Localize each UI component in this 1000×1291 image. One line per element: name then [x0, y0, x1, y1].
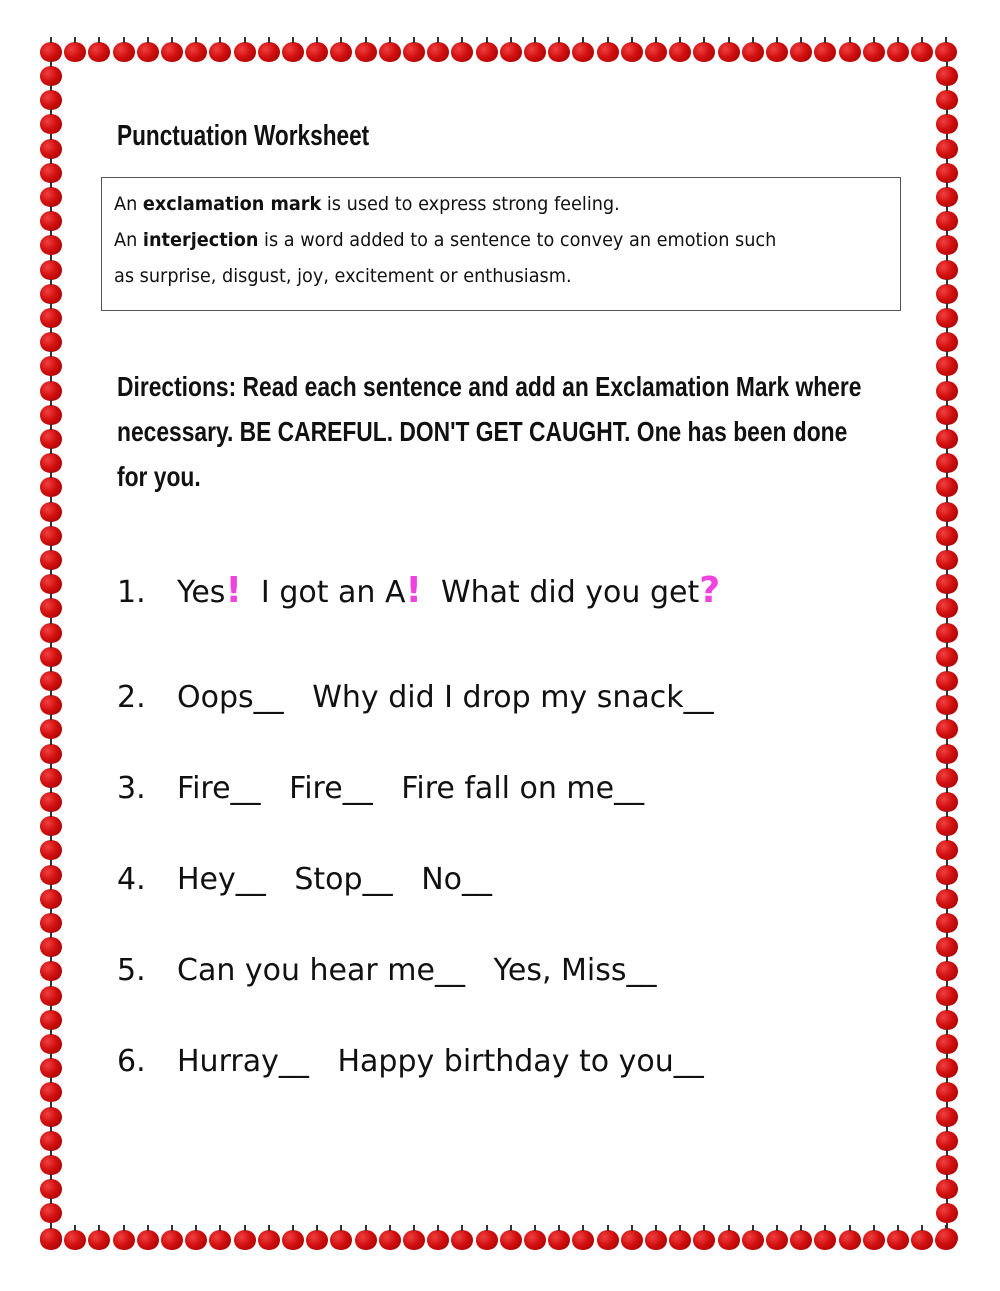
apple-icon	[40, 163, 62, 183]
apple-icon	[40, 187, 62, 207]
apple-icon	[40, 114, 62, 134]
apple-icon	[693, 42, 715, 62]
apple-icon	[40, 139, 62, 159]
apple-icon	[790, 42, 812, 62]
apple-icon	[597, 1230, 619, 1250]
exercise-item[interactable]	[117, 1044, 704, 1079]
apple-icon	[40, 623, 62, 643]
term-interjection: interjection	[142, 229, 259, 251]
apple-icon	[427, 42, 449, 62]
exercise-item[interactable]	[117, 771, 644, 806]
apple-icon	[40, 598, 62, 618]
apple-icon	[936, 695, 958, 715]
apple-icon	[40, 1179, 62, 1199]
apple-icon	[524, 1230, 546, 1250]
apple-icon	[355, 1230, 377, 1250]
apple-icon	[403, 42, 425, 62]
text: Yes	[177, 575, 226, 610]
item-text: Fire__ Fire__ Fire fall on me__	[177, 771, 645, 806]
answer-mark: !	[225, 570, 242, 611]
text: What did you get	[421, 575, 700, 610]
text: An	[114, 193, 143, 215]
apple-icon	[282, 1230, 304, 1250]
apple-icon	[185, 1230, 207, 1250]
apple-icon	[40, 405, 62, 425]
apple-icon	[40, 1155, 62, 1175]
apple-icon	[936, 986, 958, 1006]
apple-icon	[718, 1230, 740, 1250]
apple-icon	[40, 477, 62, 497]
apple-icon	[40, 889, 62, 909]
apple-icon	[936, 768, 958, 788]
definition-box	[101, 177, 901, 311]
apple-icon	[936, 792, 958, 812]
apple-icon	[258, 1230, 280, 1250]
apple-icon	[330, 42, 352, 62]
apple-icon	[64, 1230, 86, 1250]
apple-icon	[403, 1230, 425, 1250]
apple-icon	[40, 235, 62, 255]
apple-icon	[936, 913, 958, 933]
answer-mark: !	[405, 570, 422, 611]
apple-icon	[40, 937, 62, 957]
apple-icon	[887, 42, 909, 62]
apple-icon	[936, 1034, 958, 1054]
exercise-item[interactable]	[117, 953, 657, 988]
apple-icon	[40, 719, 62, 739]
apple-icon	[40, 647, 62, 667]
term-exclamation-mark: exclamation mark	[142, 193, 322, 215]
item-text: Hey__ Stop__ No__	[177, 862, 492, 897]
apple-icon	[936, 405, 958, 425]
apple-icon	[113, 1230, 135, 1250]
apple-icon	[863, 42, 885, 62]
apple-icon	[500, 42, 522, 62]
apple-icon	[40, 1203, 62, 1223]
apple-icon	[40, 332, 62, 352]
apple-icon	[40, 768, 62, 788]
apple-icon	[935, 42, 957, 62]
item-number: 2.	[117, 680, 146, 715]
apple-icon	[911, 42, 933, 62]
apple-icon	[936, 865, 958, 885]
apple-icon	[621, 42, 643, 62]
apple-icon	[936, 187, 958, 207]
item-text: Oops__ Why did I drop my snack__	[177, 680, 714, 715]
apple-icon	[936, 284, 958, 304]
apple-icon	[113, 42, 135, 62]
apple-icon	[137, 42, 159, 62]
exercise-item[interactable]	[117, 680, 714, 715]
apple-icon	[40, 381, 62, 401]
apple-icon	[161, 1230, 183, 1250]
apple-icon	[645, 1230, 667, 1250]
apple-icon	[88, 1230, 110, 1250]
text: is used to express strong feeling.	[321, 193, 620, 215]
apple-icon	[40, 66, 62, 86]
apple-icon	[40, 792, 62, 812]
apple-icon	[936, 574, 958, 594]
apple-icon	[40, 260, 62, 280]
apple-icon	[936, 1058, 958, 1078]
answer-mark: ?	[699, 570, 721, 611]
apple-icon	[936, 719, 958, 739]
item-number: 4.	[117, 862, 146, 897]
apple-icon	[645, 42, 667, 62]
item-text: Hurray__ Happy birthday to you__	[177, 1044, 704, 1079]
apple-icon	[936, 90, 958, 110]
apple-icon	[427, 1230, 449, 1250]
apple-icon	[40, 453, 62, 473]
apple-icon	[40, 550, 62, 570]
apple-icon	[936, 429, 958, 449]
apple-icon	[209, 1230, 231, 1250]
apple-icon	[936, 260, 958, 280]
apple-icon	[40, 1010, 62, 1030]
apple-icon	[40, 865, 62, 885]
definition-interjection	[114, 222, 834, 258]
apple-icon	[936, 816, 958, 836]
apple-icon	[936, 671, 958, 691]
apple-icon	[40, 961, 62, 981]
apple-icon	[40, 284, 62, 304]
apple-icon	[936, 502, 958, 522]
apple-icon	[936, 453, 958, 473]
example-item	[117, 570, 720, 611]
apple-icon	[936, 163, 958, 183]
apple-icon	[282, 42, 304, 62]
apple-icon	[40, 840, 62, 860]
apple-icon	[40, 42, 62, 62]
apple-icon	[597, 42, 619, 62]
exercise-item[interactable]	[117, 862, 492, 897]
apple-icon	[572, 42, 594, 62]
apple-icon	[669, 42, 691, 62]
apple-icon	[40, 1228, 62, 1248]
apple-icon	[379, 1230, 401, 1250]
apple-icon	[40, 744, 62, 764]
text: I got an A	[241, 575, 406, 610]
apple-icon	[936, 961, 958, 981]
apple-icon	[330, 1230, 352, 1250]
definition-exclamation	[114, 186, 834, 222]
text: is a word added to a sentence to convey an emotion such	[258, 229, 777, 251]
apple-icon	[209, 42, 231, 62]
apple-icon	[766, 42, 788, 62]
apple-icon	[40, 308, 62, 328]
apple-icon	[911, 1230, 933, 1250]
apple-icon	[936, 1155, 958, 1175]
apple-icon	[451, 42, 473, 62]
apple-icon	[936, 889, 958, 909]
apple-icon	[40, 695, 62, 715]
apple-icon	[936, 598, 958, 618]
apple-icon	[40, 1034, 62, 1054]
item-text: Can you hear me__ Yes, Miss__	[177, 953, 657, 988]
apple-icon	[936, 1010, 958, 1030]
apple-icon	[936, 381, 958, 401]
apple-icon	[936, 937, 958, 957]
apple-icon	[137, 1230, 159, 1250]
apple-icon	[936, 235, 958, 255]
apple-icon	[790, 1230, 812, 1250]
apple-icon	[814, 1230, 836, 1250]
directions: Directions: Read each sentence and add an Exclamation Mark where necessary. BE CAREFUL. DON'T GET CAUGHT. One has been done for you.	[117, 371, 862, 492]
apple-icon	[40, 671, 62, 691]
apple-icon	[936, 1082, 958, 1102]
apple-icon	[379, 42, 401, 62]
apple-icon	[40, 502, 62, 522]
apple-icon	[476, 42, 498, 62]
apple-icon	[936, 550, 958, 570]
apple-icon	[936, 211, 958, 231]
apple-icon	[936, 139, 958, 159]
item-number: 3.	[117, 771, 146, 806]
text: An	[114, 229, 143, 251]
apple-icon	[669, 1230, 691, 1250]
apple-icon	[936, 308, 958, 328]
apple-icon	[234, 1230, 256, 1250]
apple-icon	[936, 840, 958, 860]
apple-icon	[936, 526, 958, 546]
apple-icon	[936, 1107, 958, 1127]
apple-icon	[40, 1131, 62, 1151]
apple-icon	[64, 42, 86, 62]
apple-icon	[936, 1203, 958, 1223]
apple-icon	[40, 1058, 62, 1078]
apple-icon	[355, 42, 377, 62]
apple-icon	[936, 1228, 958, 1248]
apple-icon	[936, 623, 958, 643]
apple-icon	[306, 42, 328, 62]
apple-icon	[718, 42, 740, 62]
apple-icon	[40, 211, 62, 231]
apple-icon	[766, 1230, 788, 1250]
item-number: 6.	[117, 1044, 146, 1079]
apple-icon	[936, 66, 958, 86]
apple-icon	[936, 1179, 958, 1199]
apple-icon	[500, 1230, 522, 1250]
apple-icon	[476, 1230, 498, 1250]
apple-icon	[548, 42, 570, 62]
apple-icon	[40, 90, 62, 110]
apple-icon	[40, 356, 62, 376]
apple-icon	[40, 913, 62, 933]
apple-icon	[40, 816, 62, 836]
apple-icon	[936, 744, 958, 764]
apple-icon	[306, 1230, 328, 1250]
item-number: 5.	[117, 953, 146, 988]
apple-icon	[451, 1230, 473, 1250]
apple-icon	[40, 986, 62, 1006]
apple-icon	[234, 42, 256, 62]
apple-icon	[839, 42, 861, 62]
definition-continued: as surprise, disgust, joy, excitement or enthusiasm.	[114, 265, 572, 287]
apple-icon	[936, 647, 958, 667]
apple-icon	[40, 574, 62, 594]
apple-icon	[742, 42, 764, 62]
apple-icon	[185, 42, 207, 62]
apple-icon	[548, 1230, 570, 1250]
apple-icon	[887, 1230, 909, 1250]
apple-icon	[742, 1230, 764, 1250]
apple-icon	[693, 1230, 715, 1250]
apple-icon	[936, 477, 958, 497]
apple-icon	[40, 1082, 62, 1102]
apple-icon	[40, 1107, 62, 1127]
apple-icon	[936, 356, 958, 376]
apple-icon	[814, 42, 836, 62]
apple-icon	[161, 42, 183, 62]
apple-icon	[88, 42, 110, 62]
apple-icon	[936, 114, 958, 134]
apple-icon	[258, 42, 280, 62]
apple-icon	[863, 1230, 885, 1250]
apple-icon	[839, 1230, 861, 1250]
apple-icon	[572, 1230, 594, 1250]
page-title: Punctuation Worksheet	[117, 120, 370, 152]
apple-icon	[936, 1131, 958, 1151]
apple-icon	[621, 1230, 643, 1250]
apple-icon	[524, 42, 546, 62]
item-number: 1.	[117, 575, 146, 610]
apple-icon	[40, 429, 62, 449]
apple-icon	[936, 332, 958, 352]
apple-icon	[40, 526, 62, 546]
